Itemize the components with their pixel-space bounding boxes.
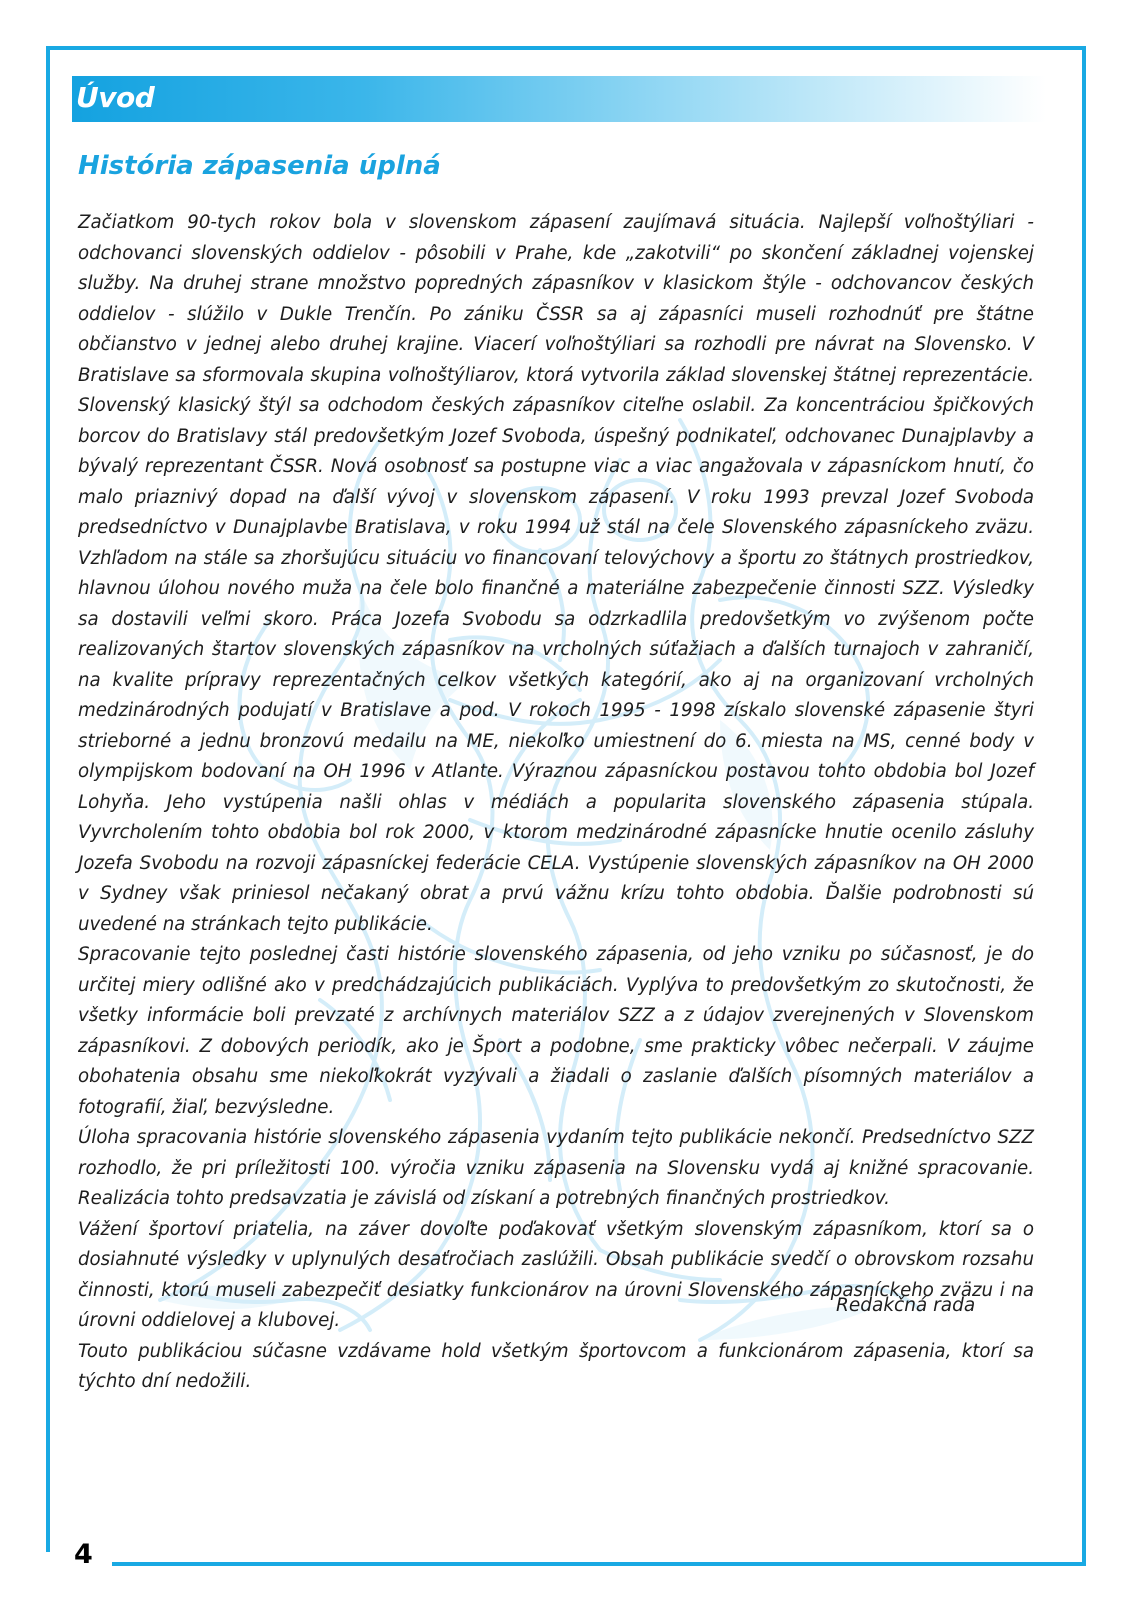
article-paragraph: Touto publikáciou súčasne vzdávame hold všetkým športovcom a funkcionárom zápasenia, ktorí sa týchto dní nedožili. [78, 1340, 1034, 1392]
section-title: Úvod [76, 81, 155, 114]
section-header-band [72, 76, 1046, 122]
article-paragraph: Vážení športoví priatelia, na záver dovoľte poďakovať všetkým slovenským zápasníkom, ktorí sa o dosiahnuté výsledky v uplynulých desaťročiach zaslúžili. Obsah publikácie svedčí o obrovskom rozsahu činnosti, ktorú museli zabezpečiť desiatky funkcionárov na úrovni Slovenského zápasníckeho zväzu i na úrovni oddielovej a klubovej. [78, 1218, 1034, 1331]
article-paragraph: Začiatkom 90-tych rokov bola v slovenskom zápasení zaujímavá situácia. Najlepší voľnoštýliari - odchovanci slovenských oddielov - pôsobili v Prahe, kde „zakotvili“ po skončení základnej vojenskej služby. Na druhej strane množstvo popredných zápasníkov v klasickom štýle - odchovancov českých oddielov - slúžilo v Dukle Trenčín. Po zániku ČSSR sa aj zápasníci museli rozhodnúť pre štátne občianstvo v jednej alebo druhej krajine. Viacerí voľnoštýliari sa rozhodli pre návrat na Slovensko. V Bratislave sa sformovala skupina voľnoštýliarov, ktorá vytvorila základ slovenskej štátnej reprezentácie. Slovenský klasický štýl sa odchodom českých zápasníkov citeľne oslabil. Za koncentráciou špičkových borcov do Bratislavy stál predovšetkým Jozef Svoboda, úspešný podnikateľ, odchovanec Dunajplavby a bývalý reprezentant ČSSR. Nová osobnosť sa postupne viac a viac angažovala v zápasníckom hnutí, čo malo priaznivý dopad na ďalší vývoj v slovenskom zápasení. V roku 1993 prevzal Jozef Svoboda predsedníctvo v Dunajplavbe Bratislava, v roku 1994 už stál na čele Slovenského zápasníckeho zväzu. Vzhľadom na stále sa zhoršujúcu situáciu vo financovaní telovýchovy a športu zo štátnych prostriedkov, hlavnou úlohou nového muža na čele bolo finančné a materiálne zabezpečenie činnosti SZZ. Výsledky sa dostavili veľmi skoro. Práca Jozefa Svobodu sa odzrkadlila predovšetkým vo zvýšenom počte realizovaných štartov slovenských zápasníkov na vrcholných súťažiach a ďalších turnajoch v zahraničí, na kvalite prípravy reprezentačných celkov všetkých kategórií, ako aj na organizovaní vrcholných medzinárodných podujatí v Bratislave a pod. V rokoch 1995 - 1998 získalo slovenské zápasenie štyri strieborné a jednu bronzovú medailu na ME, niekoľko umiestnení do 6. miesta na MS, cenné body v olympijskom bodovaní na OH 1996 v Atlante. Výraznou zápasníckou postavou tohto obdobia bol Jozef Lohyňa. Jeho vystúpenia našli ohlas v médiách a popularita slovenského zápasenia stúpala. Vyvrcholením tohto obdobia bol rok 2000, v ktorom medzinárodné zápasnícke hnutie ocenilo zásluhy Jozefa Svobodu na rozvoji zápasníckej federácie CELA. Vystúpenie slovenských zápasníkov na OH 2000 v Sydney však priniesol nečakaný obrat a prvú vážnu krízu tohto obdobia. Ďalšie podrobnosti sú uvedené na stránkach tejto publikácie. [78, 212, 1034, 935]
signature: Redakčná rada [836, 1295, 976, 1316]
page-number: 4 [74, 1539, 93, 1570]
article-paragraph: Úloha spracovania histórie slovenského zápasenia vydaním tejto publikácie nekončí. Predsedníctvo SZZ rozhodlo, že pri príležitosti 100. výročia vzniku zápasenia na Slovensku vydá aj knižné spracovanie. Realizácia tohto predsavzatia je závislá od získaní a potrebných finančných prostriedkov. [78, 1127, 1034, 1209]
article-title: História zápasenia úplná [78, 151, 441, 181]
article-paragraph: Spracovanie tejto poslednej časti histórie slovenského zápasenia, od jeho vzniku po súčasnosť, je do určitej miery odlišné ako v predchádzajúcich publikáciách. Vyplýva to predovšetkým zo skutočnosti, že všetky informácie boli prevzaté z archívnych materiálov SZZ a z údajov zverejnených v Slovenskom zápasníkovi. Z dobových periodík, ako je Šport a podobne, sme prakticky vôbec nečerpali. V záujme obohatenia obsahu sme niekoľkokrát vyzývali a žiadali o zaslanie ďalších písomných materiálov a fotografií, žiaľ, bezvýsledne. [78, 944, 1034, 1118]
article-body [78, 208, 1034, 1398]
